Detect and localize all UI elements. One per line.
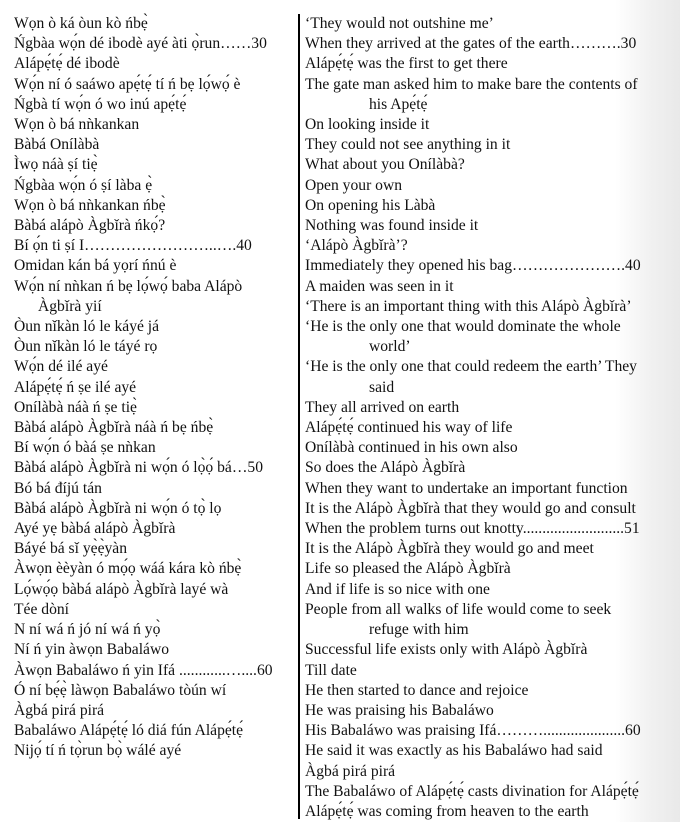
verse-line: It is the Alápò Àgbǐrà they would go and meet bbox=[305, 540, 594, 558]
english-translation-column bbox=[305, 14, 677, 822]
verse-line: Ńgbà tí wọ́n ó wo inú apẹ́tẹ́ bbox=[14, 95, 187, 113]
verse-line: Successful life exists only with Alápò Àgbǐrà bbox=[305, 641, 588, 659]
verse-line: On looking inside it bbox=[305, 116, 430, 134]
verse-line: Alápẹ́tẹ́ ń ṣe ilé ayé bbox=[14, 378, 137, 396]
verse-line: Till date bbox=[305, 661, 357, 679]
verse-line: Bí wọ́n ó bàá ṣe nǹkan bbox=[14, 439, 156, 457]
verse-line: Wọ́n ní nǹkan ń bẹ lọ́wọ́ baba Alápò bbox=[14, 277, 243, 295]
verse-line: Life so pleased the Alápò Àgbǐrà bbox=[305, 560, 511, 578]
verse-line: ‘He is the only one that could redeem the earth’ They bbox=[305, 358, 637, 376]
verse-line: Ńgbàa wọ́n dé ibodè ayé àti ọ̀run……30 bbox=[14, 35, 267, 53]
verse-line: Bàbá alápò Àgbǐrà náà ń bẹ ńbẹ̀ bbox=[14, 419, 214, 437]
verse-line: Wọn ò bá nǹkankan bbox=[14, 116, 140, 134]
verse-line: It is the Alápò Àgbǐrà that they would go and consult bbox=[305, 499, 636, 517]
verse-line: A maiden was seen in it bbox=[305, 277, 454, 295]
verse-line: Nijọ́ tí ń tọ̀run bọ̀ wálé ayé bbox=[14, 742, 182, 760]
verse-line: Tée dòní bbox=[14, 600, 69, 618]
yoruba-verse-column bbox=[14, 14, 296, 762]
verse-line: And if life is so nice with one bbox=[305, 580, 490, 598]
verse-line: He was praising his Babaláwo bbox=[305, 701, 494, 719]
verse-line: Àgbá pirá pirá bbox=[14, 701, 105, 719]
column-divider bbox=[298, 14, 300, 819]
verse-line: Wọ́n ní ó saáwo apẹ́tẹ́ tí ń bẹ lọ́wọ́ è bbox=[14, 75, 241, 93]
verse-line: When the problem turns out knotty..........................51 bbox=[305, 520, 640, 538]
verse-line: Nothing was found inside it bbox=[305, 217, 479, 235]
verse-line: He then started to dance and rejoice bbox=[305, 681, 529, 699]
verse-line: Babaláwo Alápẹ́tẹ́ ló diá fún Alápẹ́tẹ́ bbox=[14, 722, 244, 740]
verse-line: Ní ń yin àwọn Babaláwo bbox=[14, 641, 170, 659]
verse-line: When they arrived at the gates of the earth……….30 bbox=[305, 35, 637, 53]
verse-line: They could not see anything in it bbox=[305, 136, 511, 154]
verse-line: People from all walks of life would come to seek bbox=[305, 600, 612, 618]
verse-line: Àwọn èèyàn ó mọ́ọ wáá kára kò ńbẹ̀ bbox=[14, 560, 242, 578]
verse-line: his Apẹ́tẹ́ bbox=[369, 95, 428, 113]
verse-line: said bbox=[369, 378, 395, 396]
verse-line: ‘Alápò Àgbǐrà’? bbox=[305, 237, 408, 255]
verse-line: Wọn ò ká òun kò ńbẹ̀ bbox=[14, 15, 148, 32]
verse-line: What about you Onílàbà? bbox=[305, 156, 465, 174]
verse-line: Òun nǐkàn ló le káyé já bbox=[14, 318, 160, 336]
verse-line: N ní wá ń jó ní wá ń yọ̀ bbox=[14, 621, 161, 639]
verse-line: Lọ́wọ́ọ bàbá alápò Àgbǐrà layé wà bbox=[14, 580, 229, 598]
verse-line: Báyé bá sǐ yẹ̀ẹ̀yàn bbox=[14, 540, 128, 558]
verse-line: Bó bá đíjú tán bbox=[14, 479, 102, 497]
verse-line: The gate man asked him to make bare the contents of bbox=[305, 75, 638, 93]
verse-line: Àgbǐrà yií bbox=[38, 297, 102, 315]
verse-line: Àwọn Babaláwo ń yin Ifá ............…....60 bbox=[14, 661, 273, 679]
verse-line: Alápẹ́tẹ́ was the first to get there bbox=[305, 55, 508, 73]
verse-line: Àgbá pirá pirá bbox=[305, 762, 396, 780]
verse-line: Alápẹ́tẹ́ was coming from heaven to the earth bbox=[305, 802, 589, 820]
verse-line: world’ bbox=[369, 338, 411, 356]
verse-line: ‘He is the only one that would dominate the whole bbox=[305, 318, 621, 336]
verse-line: refuge with him bbox=[369, 621, 469, 639]
verse-line: Alápẹ́tẹ́ continued his way of life bbox=[305, 419, 513, 437]
verse-line: Bàbá alápò Àgbǐrà ni wọ́n ó tọ̀ lọ bbox=[14, 499, 222, 517]
verse-line: His Babaláwo was praising Ifá……….....................60 bbox=[305, 722, 641, 740]
verse-line: Alápẹ́tẹ́ dé ibodè bbox=[14, 55, 120, 73]
verse-line: ‘They would not outshine me’ bbox=[305, 15, 494, 32]
verse-line: Immediately they opened his bag………………….40 bbox=[305, 257, 641, 275]
verse-line: Ńgbàa wọ́n ó ṣí làba ẹ̀ bbox=[14, 176, 153, 194]
verse-line: Wọn ò bá nǹkankan ńbẹ̀ bbox=[14, 196, 166, 214]
verse-line: Bàbá alápò Àgbǐrà ni wọ́n ó lọ̀ọ́ bá…50 bbox=[14, 459, 264, 477]
verse-line: When they want to undertake an important function bbox=[305, 479, 628, 497]
verse-line: He said it was exactly as his Babaláwo had said bbox=[305, 742, 603, 760]
verse-line: ‘There is an important thing with this Alápò Àgbǐrà’ bbox=[305, 297, 632, 315]
verse-line: Ìwọ náà ṣí tiẹ̀ bbox=[14, 156, 98, 174]
verse-line: Bàbá alápò Àgbǐrà ńkọ́? bbox=[14, 217, 166, 235]
verse-line: Open your own bbox=[305, 176, 403, 194]
verse-line: Onílàbà náà ń ṣe tiẹ̀ bbox=[14, 398, 137, 416]
verse-line: Wọ́n dé ilé ayé bbox=[14, 358, 108, 376]
verse-line: Ó ní bẹ́ẹ̀ làwọn Babaláwo tòún wí bbox=[14, 681, 227, 699]
verse-line: Omidan kán bá yọrí ńnú è bbox=[14, 257, 177, 275]
verse-line: On opening his Làbà bbox=[305, 196, 436, 214]
verse-line: Ayé yẹ bàbá alápò Àgbǐrà bbox=[14, 520, 176, 538]
verse-line: Onílàbà continued in his own also bbox=[305, 439, 518, 457]
verse-line: The Babaláwo of Alápẹ́tẹ́ casts divination for Alápẹ́tẹ́ bbox=[305, 782, 639, 800]
verse-line: Bàbá Onílàbà bbox=[14, 136, 100, 154]
verse-line: So does the Alápò Àgbǐrà bbox=[305, 459, 466, 477]
verse-line: Òun nǐkàn ló le táyé rọ bbox=[14, 338, 158, 356]
verse-line: They all arrived on earth bbox=[305, 398, 460, 416]
verse-line: Bí ọ́n ti ṣí I……………………..….40 bbox=[14, 237, 252, 255]
